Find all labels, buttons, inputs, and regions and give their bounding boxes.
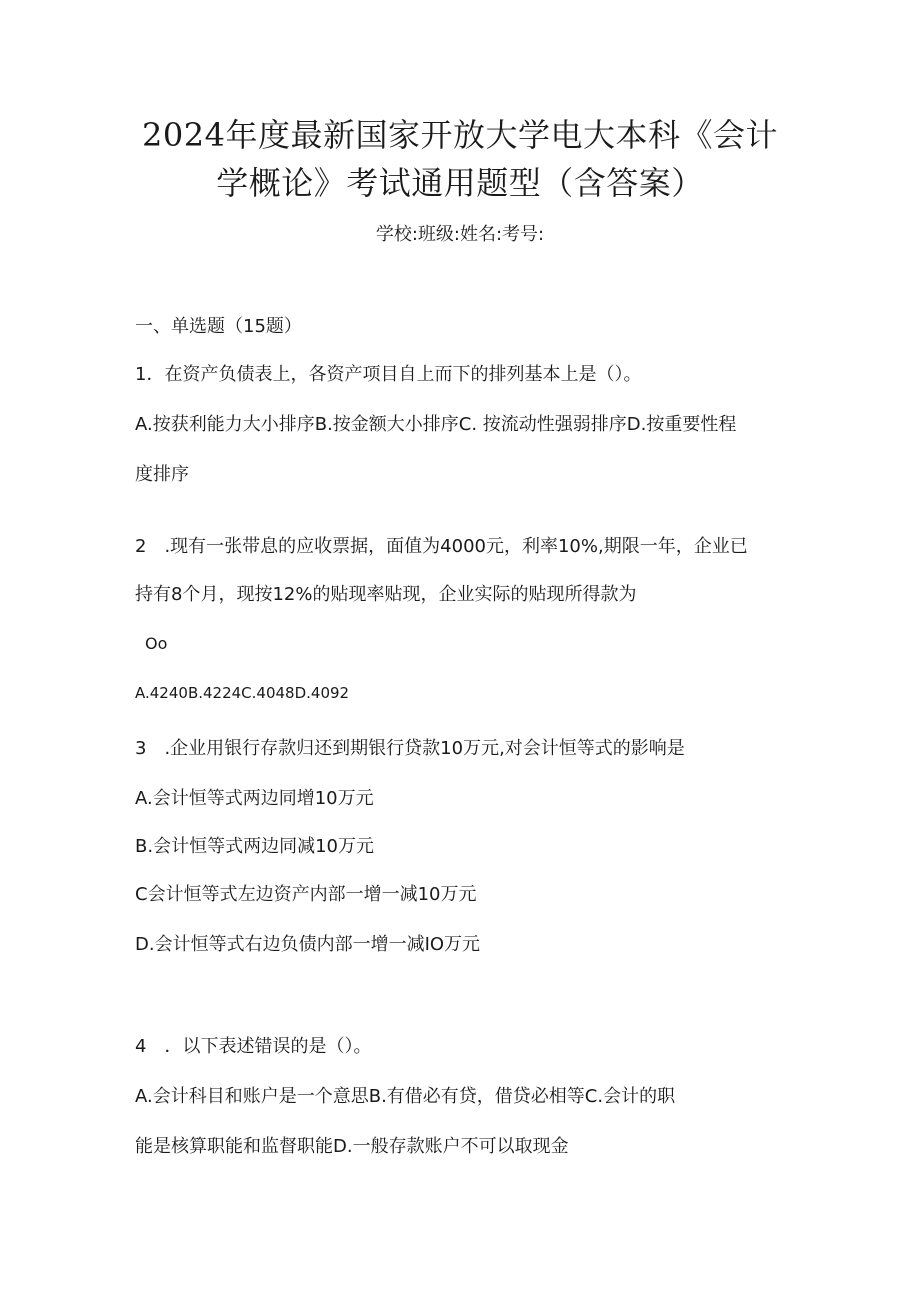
- question-stem: 3 .企业用银行存款归还到期银行贷款10万元,对会计恒等式的影响是: [135, 738, 685, 759]
- question-option: C会计恒等式左边资产内部一增一减10万元: [135, 884, 477, 905]
- question-options: A.会计科目和账户是一个意思B.有借必有贷，借贷必相等C.会计的职: [135, 1086, 676, 1107]
- document-title-line-2: 学概论》考试通用题型（含答案）: [216, 164, 704, 202]
- question-option: A.会计恒等式两边同增10万元: [135, 788, 374, 809]
- question-options: A.4240B.4224C.4048D.4092: [135, 684, 350, 702]
- question-options: 度排序: [135, 464, 189, 485]
- question-stem: 4 ．以下表述错误的是（）。: [135, 1036, 372, 1057]
- section-header: 一、单选题（15题）: [135, 316, 302, 337]
- question-stem: 1．在资产负债表上，各资产项目自上而下的排列基本上是（）。: [135, 364, 642, 385]
- question-option: B.会计恒等式两边同减10万元: [135, 836, 374, 857]
- question-stem: 2 .现有一张带息的应收票据，面值为4000元，利率10%,期限一年，企业已: [135, 536, 748, 557]
- question-options: A.按获利能力大小排序B.按金额大小排序C. 按流动性强弱排序D.按重要性程: [135, 414, 737, 435]
- document-title-line-1: 2024年度最新国家开放大学电大本科《会计: [142, 116, 778, 154]
- question-stem: Oo: [145, 634, 168, 653]
- student-info-line: 学校:班级:姓名:考号:: [375, 224, 545, 245]
- question-option: D.会计恒等式右边负债内部一增一减IO万元: [135, 934, 481, 955]
- question-options: 能是核算职能和监督职能D.一般存款账户不可以取现金: [135, 1136, 569, 1157]
- question-stem: 持有8个月，现按12%的贴现率贴现，企业实际的贴现所得款为: [135, 584, 637, 605]
